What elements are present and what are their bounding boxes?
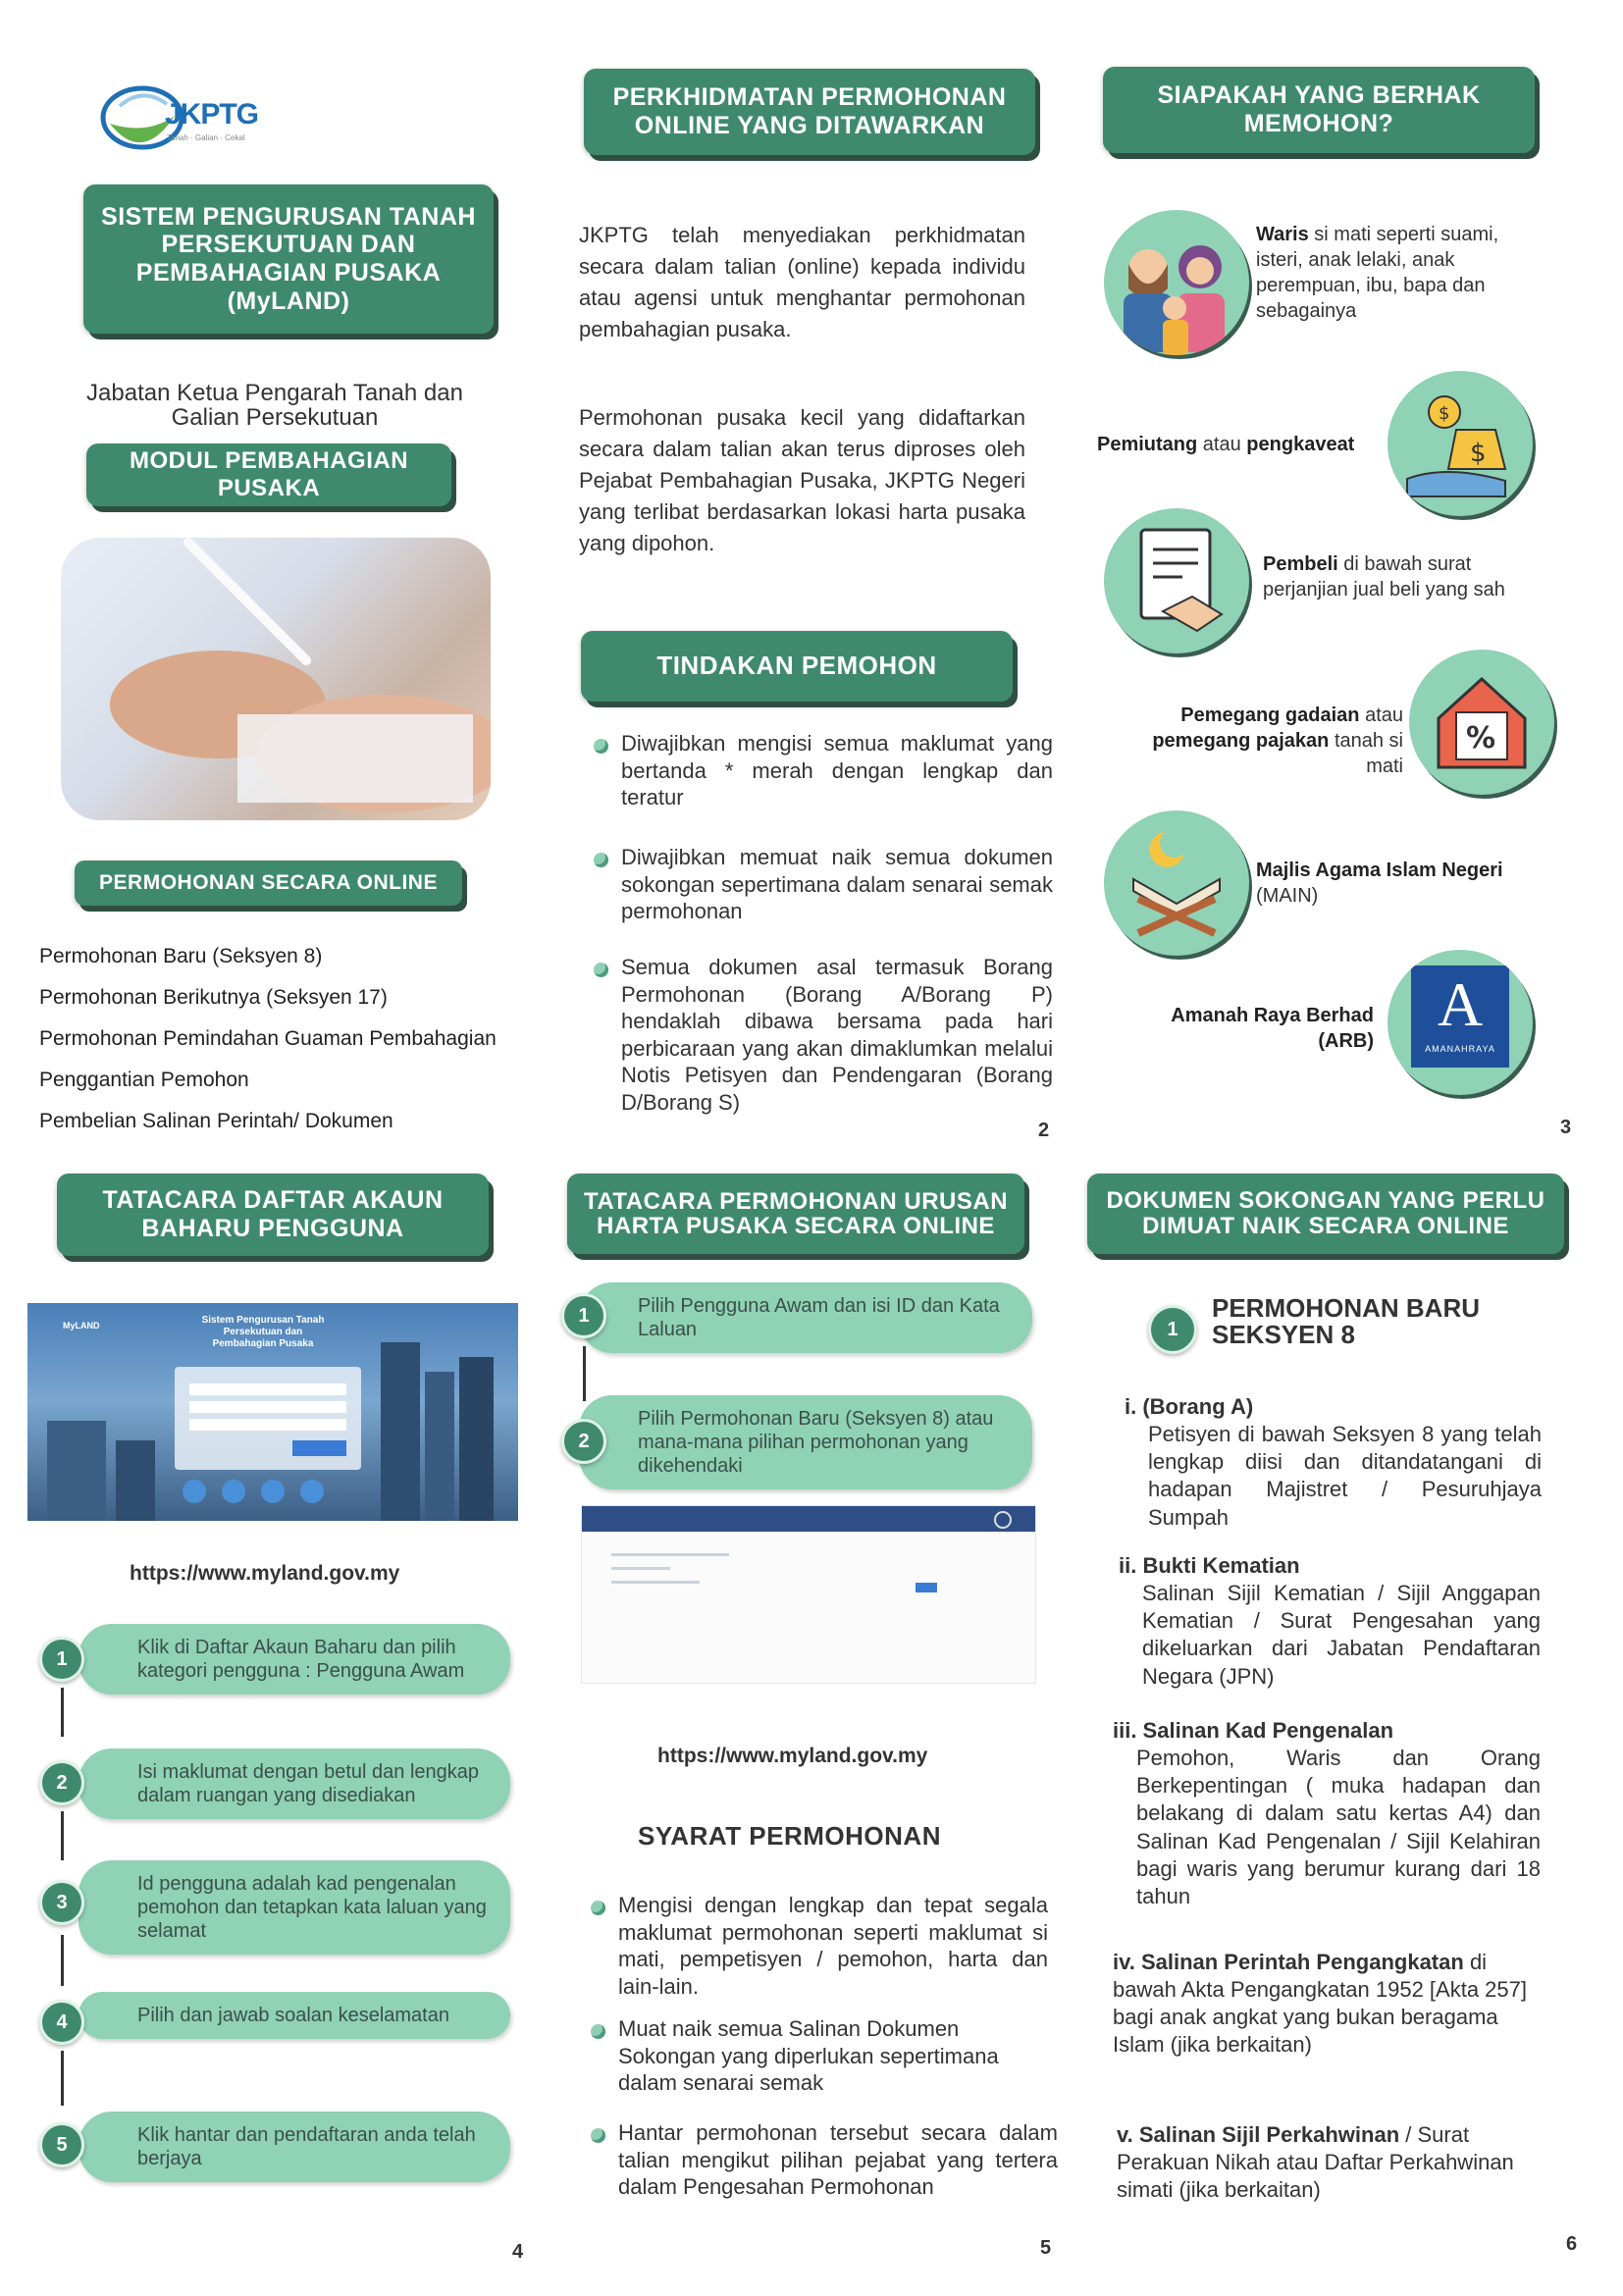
module-banner xyxy=(86,444,451,506)
hands-signing-icon xyxy=(61,538,491,820)
services-paragraph-1: JKPTG telah menyediakan perkhidmatan secara dalam talian (online) kepada individu atau agensi untuk menghantar permohonan pembahagian pusaka. xyxy=(579,223,1025,341)
system-title: SISTEM PENGURUSAN TANAH PERSEKUTUAN DAN PEMBAHAGIAN PUSAKA (MyLAND) xyxy=(101,202,476,315)
document-item xyxy=(1113,1949,1541,2060)
online-application-heading: PERMOHONAN SECARA ONLINE xyxy=(99,870,438,894)
services-paragraph-2: Permohonan pusaka kecil yang didaftarkan secara dalam talian akan terus diproses oleh Pejabat Pembahagian Pusaka, JKPTG Negeri yang terlibat berdasarkan lokasi harta pusaka yang dipohon. xyxy=(579,405,1025,555)
services-offered-heading: PERKHIDMATAN PERMOHONAN ONLINE YANG DITAWARKAN xyxy=(612,83,1007,139)
services-offered-banner xyxy=(584,69,1035,155)
eligible-caveator-bold: pengkaveat xyxy=(1246,434,1355,455)
department-name: Jabatan Ketua Pengarah Tanah dan Galian Persekutuan xyxy=(86,380,463,432)
document-item xyxy=(1119,1552,1541,1691)
action-item: Semua dokumen asal termasuk Borang Permohonan (Borang A/Borang P) hendaklah dibawa bersama pada hari perbicaraan yang akan dimaklumkan melalui Notis Petisyen dan Pendengaran (Borang D/Borang S) xyxy=(586,954,1053,1116)
condition-item: Muat naik semua Salinan Dokumen Sokongan yang diperlukan sepertimana dalam senarai semak xyxy=(583,2015,1048,2097)
condition-item: Hantar permohonan tersebut secara dalam talian mengikut pilihan pejabat yang tertera dalam Pengesahan Permohonan xyxy=(583,2119,1058,2201)
eligible-arb-text: (ARB) xyxy=(1318,1030,1374,1052)
register-step-text: Pilih dan jawab soalan keselamatan xyxy=(137,2005,449,2026)
step-number-badge: 1 xyxy=(39,1637,84,1682)
register-step xyxy=(79,1748,510,1819)
step-connector xyxy=(61,1935,64,1986)
eligible-main-text: (MAIN) xyxy=(1256,885,1319,907)
page-number: 6 xyxy=(1566,2233,1578,2255)
condition-item: Mengisi dengan lengkap dan tepat segala maklumat permohonan seperti maklumat si mati, pempetisyen / pemohon, harta dan lain-lain. xyxy=(583,1892,1048,2000)
eligible-heirs-bold: Waris xyxy=(1256,224,1309,245)
document-item-heading: iii. Salinan Kad Pengenalan xyxy=(1113,1718,1394,1743)
document-item-detail: di bawah Akta Pengangkatan 1952 [Akta 257] bagi anak angkat yang bukan beragama Islam (jika berkaitan) xyxy=(1113,1950,1527,2058)
page-number: 4 xyxy=(512,2241,524,2263)
family-icon xyxy=(1104,210,1249,355)
screenshot-header-bar xyxy=(582,1506,1035,1532)
eligible-chargee-text: atau xyxy=(1359,704,1403,726)
contract-circle xyxy=(1104,508,1249,653)
writing-hands-photo xyxy=(61,538,491,820)
eligible-main-bold: Majlis Agama Islam Negeri xyxy=(1256,860,1503,881)
register-step-text: Isi maklumat dengan betul dan lengkap dalam ruangan yang disediakan xyxy=(137,1761,480,1806)
document-item xyxy=(1113,1717,1541,1910)
eligible-buyer xyxy=(1263,551,1528,602)
step-number-badge: 4 xyxy=(39,2000,84,2045)
house-percent-icon xyxy=(1409,650,1554,795)
register-step xyxy=(79,1860,510,1955)
apply-step xyxy=(579,1282,1032,1353)
apply-step xyxy=(579,1395,1032,1489)
apply-url[interactable]: https://www.myland.gov.my xyxy=(657,1745,928,1767)
arb-circle xyxy=(1387,950,1533,1095)
section-number-badge: 1 xyxy=(1148,1305,1197,1354)
step-connector xyxy=(61,1688,64,1737)
application-form-screenshot xyxy=(581,1505,1036,1684)
step-number-badge: 3 xyxy=(39,1880,84,1925)
apply-step-text: Pilih Permohonan Baru (Seksyen 8) atau mana-mana pilihan permohonan yang dikehendaki xyxy=(638,1408,994,1477)
screenshot-line xyxy=(611,1553,729,1556)
document-item-heading: ii. Bukti Kematian xyxy=(1119,1553,1300,1578)
system-title-banner xyxy=(83,184,494,334)
svg-text:%: % xyxy=(1466,721,1496,756)
eligible-arb xyxy=(1119,1003,1374,1054)
eligible-buyer-bold: Pembeli xyxy=(1263,553,1338,575)
screenshot-line xyxy=(611,1581,700,1584)
online-item: Permohonan Pemindahan Guaman Pembahagian xyxy=(39,1027,497,1050)
step-number-badge: 2 xyxy=(39,1760,84,1805)
eligible-chargee xyxy=(1119,703,1403,779)
document-item xyxy=(1117,2121,1541,2204)
logo-text: JKPTG xyxy=(165,98,259,130)
page-number: 3 xyxy=(1560,1117,1572,1138)
register-step xyxy=(79,1992,510,2039)
eligible-lessee-text: tanah si mati xyxy=(1329,730,1403,777)
step-connector xyxy=(583,1346,586,1401)
online-item: Permohonan Berikutnya (Seksyen 17) xyxy=(39,986,388,1009)
document-item-detail: Pemohon, Waris dan Orang Berkepentingan ( muka hadapan dan belakang di dalam satu kertas A4) dan Salinan Kad Pengenalan / Sijil Kelahiran bagi waris yang berumur kurang dari 18 tahun xyxy=(1136,1746,1541,1908)
eligible-creditor-text: atau xyxy=(1197,434,1247,455)
eligible-main xyxy=(1256,858,1531,909)
screenshot-button xyxy=(916,1583,937,1592)
register-url[interactable]: https://www.myland.gov.my xyxy=(130,1562,400,1585)
register-step xyxy=(79,1624,510,1695)
online-item: Penggantian Pemohon xyxy=(39,1069,249,1091)
contract-handshake-icon xyxy=(1104,508,1249,653)
inheritance-procedure-banner xyxy=(567,1174,1024,1254)
conditions-heading: SYARAT PERMOHONAN xyxy=(638,1821,941,1851)
online-item: Permohonan Baru (Seksyen 8) xyxy=(39,945,323,967)
register-account-banner xyxy=(57,1174,489,1256)
online-item: Pembelian Salinan Perintah/ Dokumen xyxy=(39,1110,393,1132)
eligible-creditor xyxy=(1097,432,1391,457)
section-title: PERMOHONAN BARU SEKSYEN 8 xyxy=(1212,1293,1480,1350)
register-step xyxy=(79,2112,510,2182)
arb-logo xyxy=(1411,965,1509,1068)
eligible-chargee-bold: Pemegang gadaian xyxy=(1180,704,1360,726)
family-circle xyxy=(1104,210,1249,355)
arb-logo-caption: AMANAHRAYA xyxy=(1425,1044,1495,1054)
eligible-lessee-bold: pemegang pajakan xyxy=(1152,730,1330,752)
eligible-heirs xyxy=(1256,222,1521,324)
arb-logo-letter: A xyxy=(1437,969,1484,1039)
module-title: MODUL PEMBAHAGIAN PUSAKA xyxy=(129,447,409,501)
house-circle xyxy=(1409,650,1554,795)
eligible-buyer-text: di bawah surat perjanjian jual beli yang sah xyxy=(1263,553,1505,600)
svg-text:$: $ xyxy=(1439,403,1450,424)
apply-step-text: Pilih Pengguna Awam dan isi ID dan Kata Laluan xyxy=(638,1295,1000,1340)
supporting-docs-banner xyxy=(1087,1174,1564,1254)
who-eligible-heading: SIAPAKAH YANG BERHAK MEMOHON? xyxy=(1157,81,1481,137)
register-step-text: Klik di Daftar Akaun Baharu dan pilih kategori pengguna : Pengguna Awam xyxy=(137,1637,465,1682)
step-number-badge: 1 xyxy=(561,1293,606,1338)
quran-stand-icon xyxy=(1104,810,1249,956)
eligible-arb-bold: Amanah Raya Berhad xyxy=(1171,1005,1374,1026)
myland-login-screenshot xyxy=(27,1303,518,1521)
who-eligible-banner xyxy=(1103,67,1535,153)
applicant-action-banner xyxy=(581,631,1013,702)
screen-title: Sistem Pengurusan Tanah Persekutuan dan Pembahagian Pusaka xyxy=(201,1315,325,1349)
step-connector xyxy=(61,1811,64,1860)
document-item-heading: iv. Salinan Perintah Pengangkatan xyxy=(1113,1950,1464,1974)
supporting-docs-heading: DOKUMEN SOKONGAN YANG PERLU DIMUAT NAIK SECARA ONLINE xyxy=(1106,1186,1545,1239)
screen-brand: MyLAND xyxy=(63,1321,100,1331)
eligible-heirs-text: si mati seperti suami, isteri, anak lelaki, anak perempuan, ibu, bapa dan sebagainya xyxy=(1256,224,1499,322)
register-step-text: Klik hantar dan pendaftaran anda telah berjaya xyxy=(137,2124,476,2169)
jkptg-logo xyxy=(98,77,285,155)
register-account-heading: TATACARA DAFTAR AKAUN BAHARU PENGGUNA xyxy=(102,1186,444,1242)
quran-circle xyxy=(1104,810,1249,956)
document-item-detail: Petisyen di bawah Seksyen 8 yang telah lengkap diisi dan ditandatangani di hadapan Majistret / Pesuruhjaya Sumpah xyxy=(1148,1422,1542,1530)
step-connector xyxy=(61,2051,64,2106)
page-number: 5 xyxy=(1040,2237,1052,2259)
screenshot-line xyxy=(611,1567,670,1570)
money-circle xyxy=(1387,371,1533,516)
document-item-heading: v. Salinan Sijil Perkahwinan xyxy=(1117,2122,1400,2147)
money-hand-icon xyxy=(1387,371,1533,516)
svg-text:$: $ xyxy=(1470,439,1487,468)
action-item: Diwajibkan mengisi semua maklumat yang bertanda * merah dengan lengkap dan teratur xyxy=(586,730,1053,811)
applicant-action-heading: TINDAKAN PEMOHON xyxy=(656,651,937,681)
screenshot-search-icon xyxy=(994,1511,1012,1529)
step-number-badge: 5 xyxy=(39,2122,84,2167)
page-number: 2 xyxy=(1038,1120,1050,1141)
document-item-detail: / Surat Perakuan Nikah atau Daftar Perkahwinan simati (jika berkaitan) xyxy=(1117,2122,1514,2203)
document-item xyxy=(1125,1393,1542,1532)
inheritance-procedure-heading: TATACARA PERMOHONAN URUSAN HARTA PUSAKA SECARA ONLINE xyxy=(583,1187,1009,1239)
action-item: Diwajibkan memuat naik semua dokumen sokongan sepertimana dalam senarai semak permohonan xyxy=(586,844,1053,925)
document-item-detail: Salinan Sijil Kematian / Sijil Anggapan Kematian / Surat Pengesahan yang dikeluarkan dari Jabatan Pendaftaran Negara (JPN) xyxy=(1142,1581,1541,1689)
online-application-banner xyxy=(75,861,462,906)
register-step-text: Id pengguna adalah kad pengenalan pemohon dan tetapkan kata laluan yang selamat xyxy=(137,1873,487,1942)
document-item-heading: i. (Borang A) xyxy=(1125,1394,1254,1419)
eligible-creditor-bold: Pemiutang xyxy=(1097,434,1198,455)
logo-tagline: Tanah · Galian · Cekal xyxy=(167,133,245,142)
step-number-badge: 2 xyxy=(561,1419,606,1464)
